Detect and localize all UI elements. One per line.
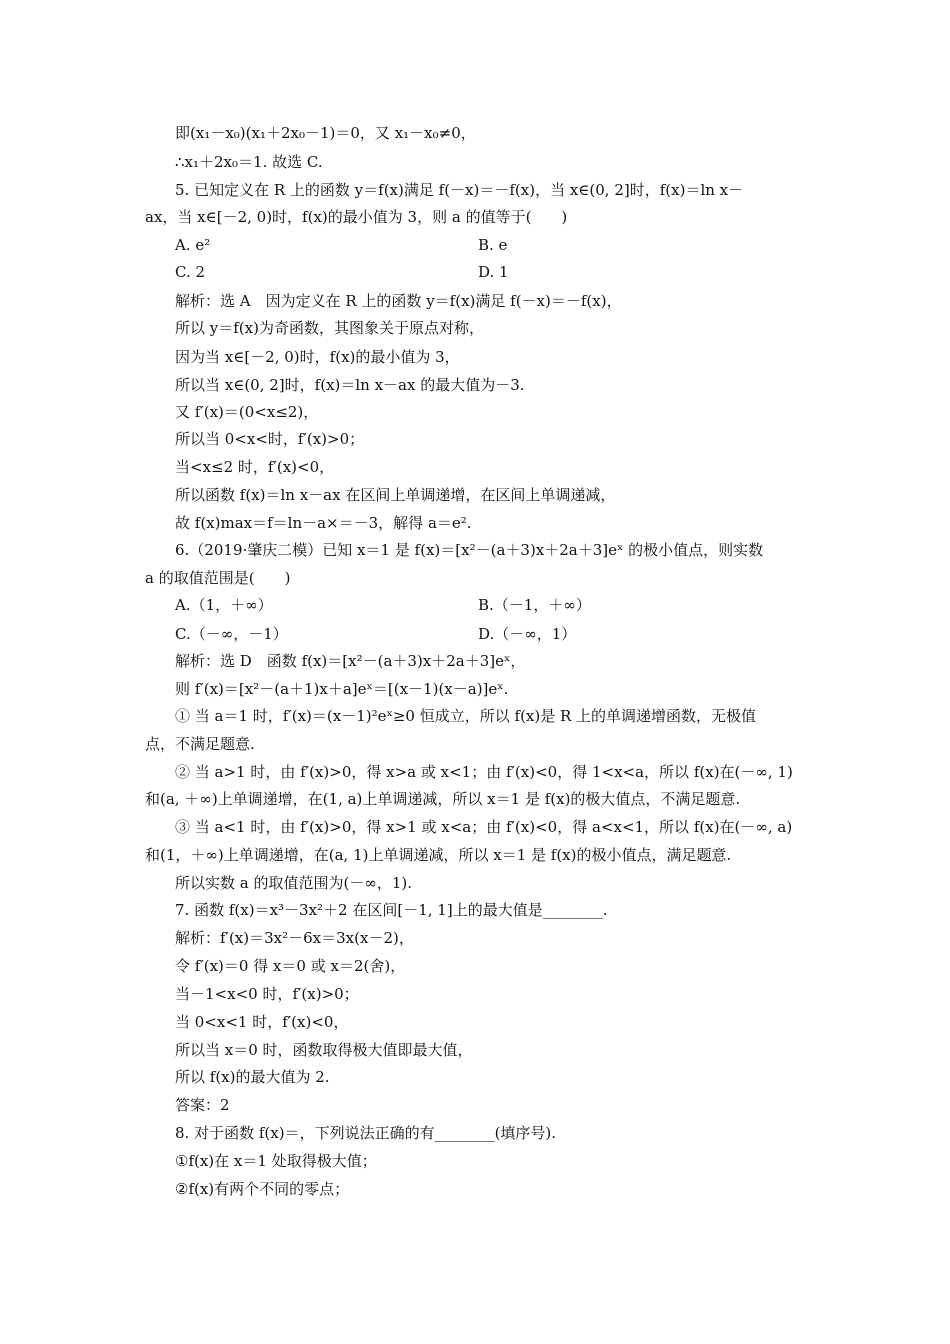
text-line: ∴x₁＋2x₀＝1. 故选 C. — [175, 153, 323, 171]
option-b: B. e — [478, 236, 508, 254]
solution-line: 所以当 x∈(0, 2]时，f(x)＝ln x－ax 的最大值为－3. — [175, 376, 525, 394]
solution-line: ② 当 a>1 时，由 f′(x)>0，得 x>a 或 x<1；由 f′(x)<0，得 1<x<a，所以 f(x)在(－∞, 1) — [175, 763, 793, 781]
solution-line: 所以实数 a 的取值范围为(－∞，1). — [175, 874, 412, 892]
solution-line: 当－1<x<0 时，f′(x)>0； — [175, 985, 359, 1003]
solution-line: 和(1，＋∞)上单调递增，在(a, 1)上单调递减，所以 x＝1 是 f(x)的极小值点，满足题意. — [145, 846, 732, 864]
solution-line: 所以 y＝f(x)为奇函数，其图象关于原点对称， — [175, 319, 484, 337]
option-c: C. 2 — [175, 263, 206, 281]
question-6-stem: 6.（2019·肇庆二模）已知 x＝1 是 f(x)＝[x²－(a＋3)x＋2a＋3]eˣ 的极小值点，则实数 — [175, 541, 764, 559]
solution-line: 和(a, ＋∞)上单调递增，在(1, a)上单调递减，所以 x＝1 是 f(x)的极大值点，不满足题意. — [145, 790, 741, 808]
question-5-stem: 5. 已知定义在 R 上的函数 y＝f(x)满足 f(－x)＝－f(x)，当 x∈(0, 2]时，f(x)＝ln x－ — [175, 181, 744, 199]
solution-line: 所以当 x＝0 时，函数取得极大值即最大值， — [175, 1041, 473, 1059]
solution-line: 所以当 0<x<时，f′(x)>0； — [175, 430, 365, 448]
text-line: 即(x₁－x₀)(x₁＋2x₀－1)＝0，又 x₁－x₀≠0， — [175, 124, 476, 142]
solution-line: ③ 当 a<1 时，由 f′(x)>0，得 x>1 或 x<a；由 f′(x)<0，得 a<x<1，所以 f(x)在(－∞, a) — [175, 818, 793, 836]
solution-line: 故 f(x)max＝f＝ln－a×＝－3，解得 a＝e². — [175, 514, 472, 532]
solution-line: 解析：选 A 因为定义在 R 上的函数 y＝f(x)满足 f(－x)＝－f(x)， — [175, 292, 622, 310]
option-a: A. e² — [175, 236, 211, 254]
solution-line: 令 f′(x)＝0 得 x＝0 或 x＝2(舍)， — [175, 957, 406, 975]
question-5-stem-cont: ax，当 x∈[－2, 0)时，f(x)的最小值为 3，则 a 的值等于( ) — [145, 208, 568, 226]
solution-line: 当<x≤2 时，f′(x)<0， — [175, 458, 335, 476]
answer-line: 答案：2 — [175, 1096, 230, 1114]
solution-line: ① 当 a＝1 时，f′(x)＝(x－1)²eˣ≥0 恒成立，所以 f(x)是 R 上的单调递增函数，无极值 — [175, 707, 757, 725]
option-b: B.（－1，＋∞） — [478, 596, 591, 614]
solution-line: 当 0<x<1 时，f′(x)<0， — [175, 1013, 349, 1031]
question-8-stem: 8. 对于函数 f(x)＝，下列说法正确的有________(填序号). — [175, 1124, 557, 1142]
solution-line: 所以 f(x)的最大值为 2. — [175, 1068, 330, 1086]
solution-line: 所以函数 f(x)＝ln x－ax 在区间上单调递增，在区间上单调递减， — [175, 486, 616, 504]
option-d: D. 1 — [478, 263, 509, 281]
option-a: A.（1，＋∞） — [175, 596, 273, 614]
solution-line: 点，不满足题意. — [145, 735, 255, 753]
option-c: C.（－∞，－1） — [175, 625, 288, 643]
statement-2: ②f(x)有两个不同的零点； — [175, 1180, 350, 1198]
solution-line: 解析：选 D 函数 f(x)＝[x²－(a＋3)x＋2a＋3]eˣ， — [175, 652, 526, 670]
solution-line: 又 f′(x)＝(0<x≤2)， — [175, 403, 319, 421]
solution-line: 解析：f′(x)＝3x²－6x＝3x(x－2)， — [175, 929, 414, 947]
question-7-stem: 7. 函数 f(x)＝x³－3x²＋2 在区间[－1, 1]上的最大值是________. — [175, 901, 608, 919]
statement-1: ①f(x)在 x＝1 处取得极大值； — [175, 1152, 377, 1170]
solution-line: 因为当 x∈[－2, 0)时，f(x)的最小值为 3， — [175, 348, 460, 366]
question-6-stem-cont: a 的取值范围是( ) — [145, 569, 291, 587]
solution-line: 则 f′(x)＝[x²－(a＋1)x＋a]eˣ＝[(x－1)(x－a)]eˣ. — [175, 680, 509, 698]
option-d: D.（－∞，1） — [478, 625, 577, 643]
